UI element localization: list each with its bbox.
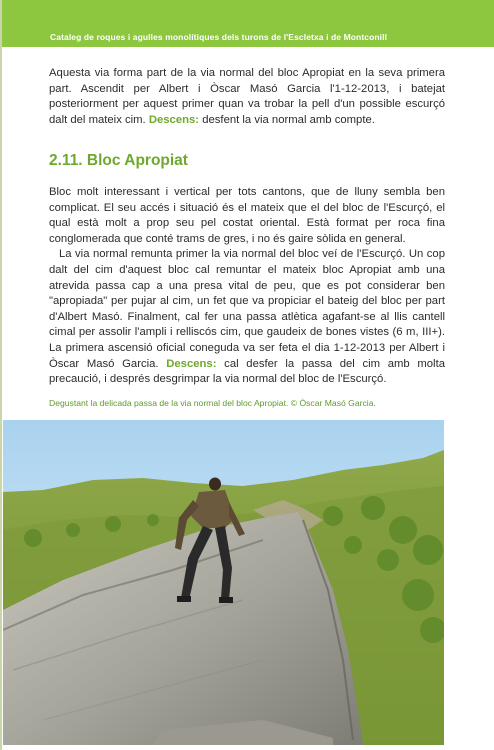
photo-caption: Degustant la delicada passa de la via normal del bloc Apropiat. © Òscar Masó Garcia. [49, 398, 376, 408]
paragraph-2 [49, 247, 445, 387]
paragraph-1: Bloc molt interessant i vertical per tots cantons, que de lluny sembla ben complicat. El seu accés i situació és el mateix que el del bloc de l'Escurçó, el qual està molt a prop seu pel costat oriental. Està format per roca fina conglomerada que conté trams de gres, i no és gaire sòlida en general. [49, 186, 445, 245]
descens-text: cal desfer la passa del cim amb molta precaució, i després desgrimpar la via normal del bloc de l'Escurçó. [49, 357, 445, 386]
section-heading: 2.11. Bloc Apropiat [49, 152, 188, 169]
paragraph-2-text: La via normal remunta primer la via normal del bloc veí de l'Escurçó. Un cop dalt del cim d'aquest bloc cal remuntar el mateix bloc Apropiat amb una atrevida passa cap a una presa vital de peu, que es pot considerar ben "apropiada" per pujar al cim, un fet que va propiciar el bateig del bloc per part d'Albert Masó. Finalment, cal fer una passa atlètica agafant-se al llis cantell cimal per assolir l'ampli i relliscós cim, que gaudeix de bones vistes (6 m, III+). La primera ascensió oficial coneguda va ser feta el dia 1-12-2013 per Albert i Òscar Masó Garcia. [49, 248, 445, 370]
intro-text: Aquesta via forma part de la via normal del bloc Apropiat en la seva primera part. Ascendit per Albert i Òscar Masó Garcia l'1-12-2013, i batejat posteriorment per aquest primer quan va trobar la pell d'un possible escurçó dalt del mateix cim. [49, 67, 445, 126]
descens-text: desfent la via normal amb compte. [199, 113, 375, 126]
section-body [49, 185, 445, 388]
descens-label: Descens: [148, 113, 200, 126]
running-header: Cataleg de roques i agulles monolítiques dels turons de l'Escletxa i de Montconill [50, 32, 388, 42]
page-header-bar [2, 0, 494, 47]
intro-block [49, 66, 445, 128]
page-edge [0, 0, 2, 750]
descens-label: Descens: [166, 357, 217, 370]
climber-photo [3, 420, 444, 745]
